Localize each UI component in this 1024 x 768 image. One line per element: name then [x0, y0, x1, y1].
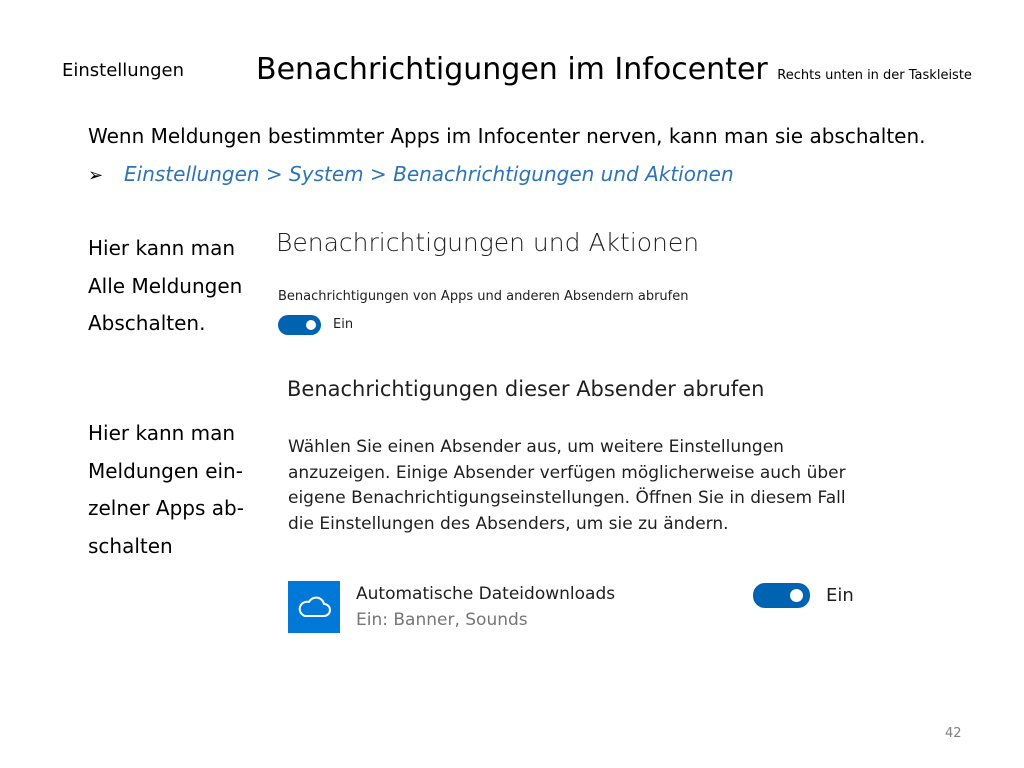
page-number: 42 — [945, 726, 962, 741]
toggle-knob — [790, 589, 803, 602]
toggle-knob — [306, 320, 316, 330]
notifications-toggle[interactable] — [278, 315, 321, 335]
slide-title — [256, 52, 972, 87]
app-toggle-state: Ein — [826, 585, 854, 606]
app-tile[interactable] — [288, 581, 340, 633]
cloud-icon — [296, 595, 332, 619]
side-note-line: Abschalten. — [88, 311, 206, 335]
slide-title-text: Benachrichtigungen im Infocenter — [256, 52, 768, 87]
sender-description — [288, 435, 888, 537]
side-note-all — [88, 230, 242, 343]
intro-text: Wenn Meldungen bestimmter Apps im Infocenter nerven, kann man sie abschalten. — [88, 124, 926, 148]
slide-subtitle: Rechts unten in der Taskleiste — [777, 68, 972, 83]
notifications-setting-label: Benachrichtigungen von Apps und anderen Absendern abrufen — [278, 289, 689, 304]
side-note-line: Hier kann man — [88, 421, 236, 445]
settings-path-bullet — [88, 162, 734, 186]
side-note-line: Meldungen ein- — [88, 458, 243, 483]
notifications-actions-heading: Benachrichtigungen und Aktionen — [276, 228, 700, 257]
side-note-line: schalten — [88, 533, 173, 558]
description-line: anzuzeigen. Einige Absender verfügen möglicherweise auch über — [288, 462, 846, 483]
notifications-toggle-state: Ein — [333, 317, 354, 332]
app-notifications-toggle[interactable] — [753, 583, 810, 608]
app-name[interactable]: Automatische Dateidownloads — [356, 584, 616, 604]
description-line: die Einstellungen des Absenders, um sie zu ändern. — [288, 513, 729, 534]
arrow-bullet-icon: ➢ — [88, 165, 104, 186]
description-line: eigene Benachrichtigungseinstellungen. Öffnen Sie in diesem Fall — [288, 488, 846, 508]
side-note-line: Hier kann man — [88, 236, 236, 260]
settings-path-text: Einstellungen > System > Benachrichtigungen und Aktionen — [124, 162, 734, 186]
side-note-single — [88, 415, 244, 565]
side-note-line: Alle Meldungen — [88, 273, 243, 298]
section-label: Einstellungen — [62, 60, 185, 81]
app-notification-detail: Ein: Banner, Sounds — [356, 610, 528, 630]
description-line: Wählen Sie einen Absender aus, um weitere Einstellungen — [288, 437, 784, 457]
side-note-line: zelner Apps ab- — [88, 496, 244, 520]
sender-notifications-heading: Benachrichtigungen dieser Absender abrufen — [287, 377, 765, 401]
